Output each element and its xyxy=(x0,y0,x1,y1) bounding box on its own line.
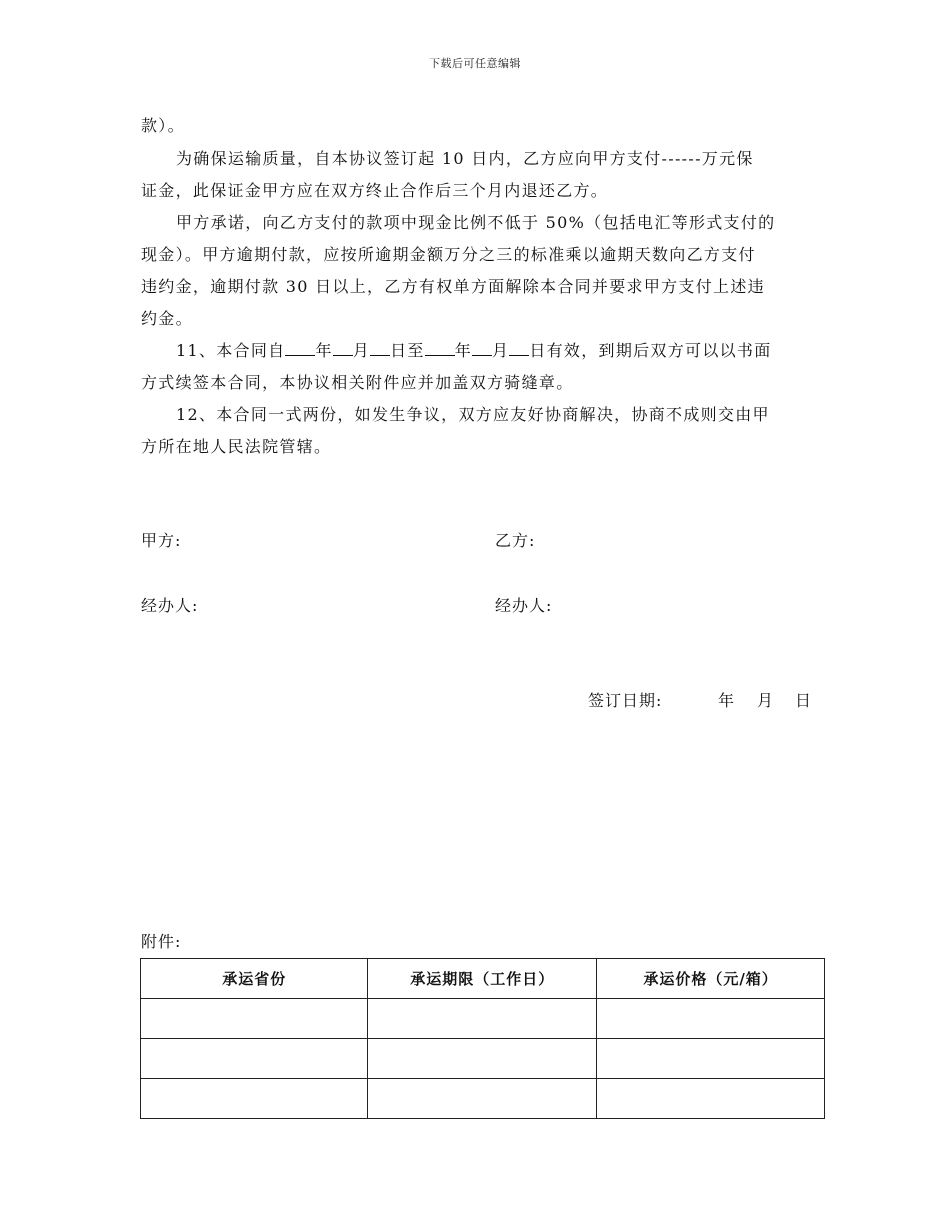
table-cell xyxy=(141,1039,368,1079)
column-header-price: 承运价格（元/箱） xyxy=(597,959,825,999)
text: 11、本合同自 xyxy=(176,341,286,360)
table-cell xyxy=(368,999,597,1039)
paragraph-line: 约金。 xyxy=(141,309,193,328)
agent-b-label: 经办人: xyxy=(495,596,553,615)
text: 月 xyxy=(352,341,371,360)
text: 为确保运输质量，自本协议签订起 10 日内，乙方应向甲方支付 xyxy=(176,149,662,168)
attachment-label: 附件: xyxy=(141,932,182,951)
attachment-table xyxy=(140,958,825,1119)
table-row xyxy=(141,1079,825,1119)
table-cell xyxy=(368,1039,597,1079)
table-cell xyxy=(597,1079,825,1119)
page-header: 下载后可任意编辑 xyxy=(429,57,521,70)
blank-underline xyxy=(472,341,492,356)
table-cell xyxy=(141,1079,368,1119)
paragraph-line xyxy=(176,338,772,361)
table-header-row xyxy=(141,959,825,999)
table-cell xyxy=(141,999,368,1039)
blank-underline xyxy=(425,341,455,356)
paragraph-line: 证金，此保证金甲方应在双方终止合作后三个月内退还乙方。 xyxy=(141,181,609,200)
paragraph-line: 款）。 xyxy=(141,116,185,135)
table-row xyxy=(141,1039,825,1079)
table-cell xyxy=(368,1079,597,1119)
text: 年 xyxy=(315,341,333,360)
column-header-period: 承运期限（工作日） xyxy=(368,959,597,999)
paragraph-line: 方所在地人民法院管辖。 xyxy=(141,437,332,456)
text: 月 xyxy=(492,341,510,360)
table-cell xyxy=(597,999,825,1039)
paragraph-line: 12、本合同一式两份，如发生争议，双方应友好协商解决，协商不成则交由甲 xyxy=(176,405,770,424)
blank-underline xyxy=(285,341,315,356)
date-month: 月 xyxy=(757,691,775,710)
deposit-blank: ------ xyxy=(661,149,702,168)
date-year: 年 xyxy=(718,691,736,710)
text: 日至 xyxy=(390,341,425,360)
blank-underline xyxy=(509,341,529,356)
text: 日有效，到期后双方可以以书面 xyxy=(529,341,772,360)
agent-a-label: 经办人: xyxy=(141,596,199,615)
table-cell xyxy=(597,1039,825,1079)
blank-underline xyxy=(333,341,353,356)
paragraph-line: 现金）。甲方逾期付款，应按所逾期金额万分之三的标准乘以逾期天数向乙方支付 xyxy=(141,245,756,264)
party-b-label: 乙方: xyxy=(495,531,536,550)
sign-date-label: 签订日期: xyxy=(588,691,663,710)
paragraph-line xyxy=(176,146,754,169)
paragraph-line: 违约金，逾期付款 30 日以上，乙方有权单方面解除本合同并要求甲方支付上述违 xyxy=(141,277,765,296)
column-header-province: 承运省份 xyxy=(141,959,368,999)
text: 年 xyxy=(454,341,473,360)
text: 万元保 xyxy=(701,149,754,168)
paragraph-line: 甲方承诺，向乙方支付的款项中现金比例不低于 50%（包括电汇等形式支付的 xyxy=(176,213,776,232)
date-day: 日 xyxy=(795,691,813,710)
party-a-label: 甲方: xyxy=(141,531,182,550)
paragraph-line: 方式续签本合同，本协议相关附件应并加盖双方骑缝章。 xyxy=(141,373,574,392)
blank-underline xyxy=(370,341,390,356)
table-row xyxy=(141,999,825,1039)
